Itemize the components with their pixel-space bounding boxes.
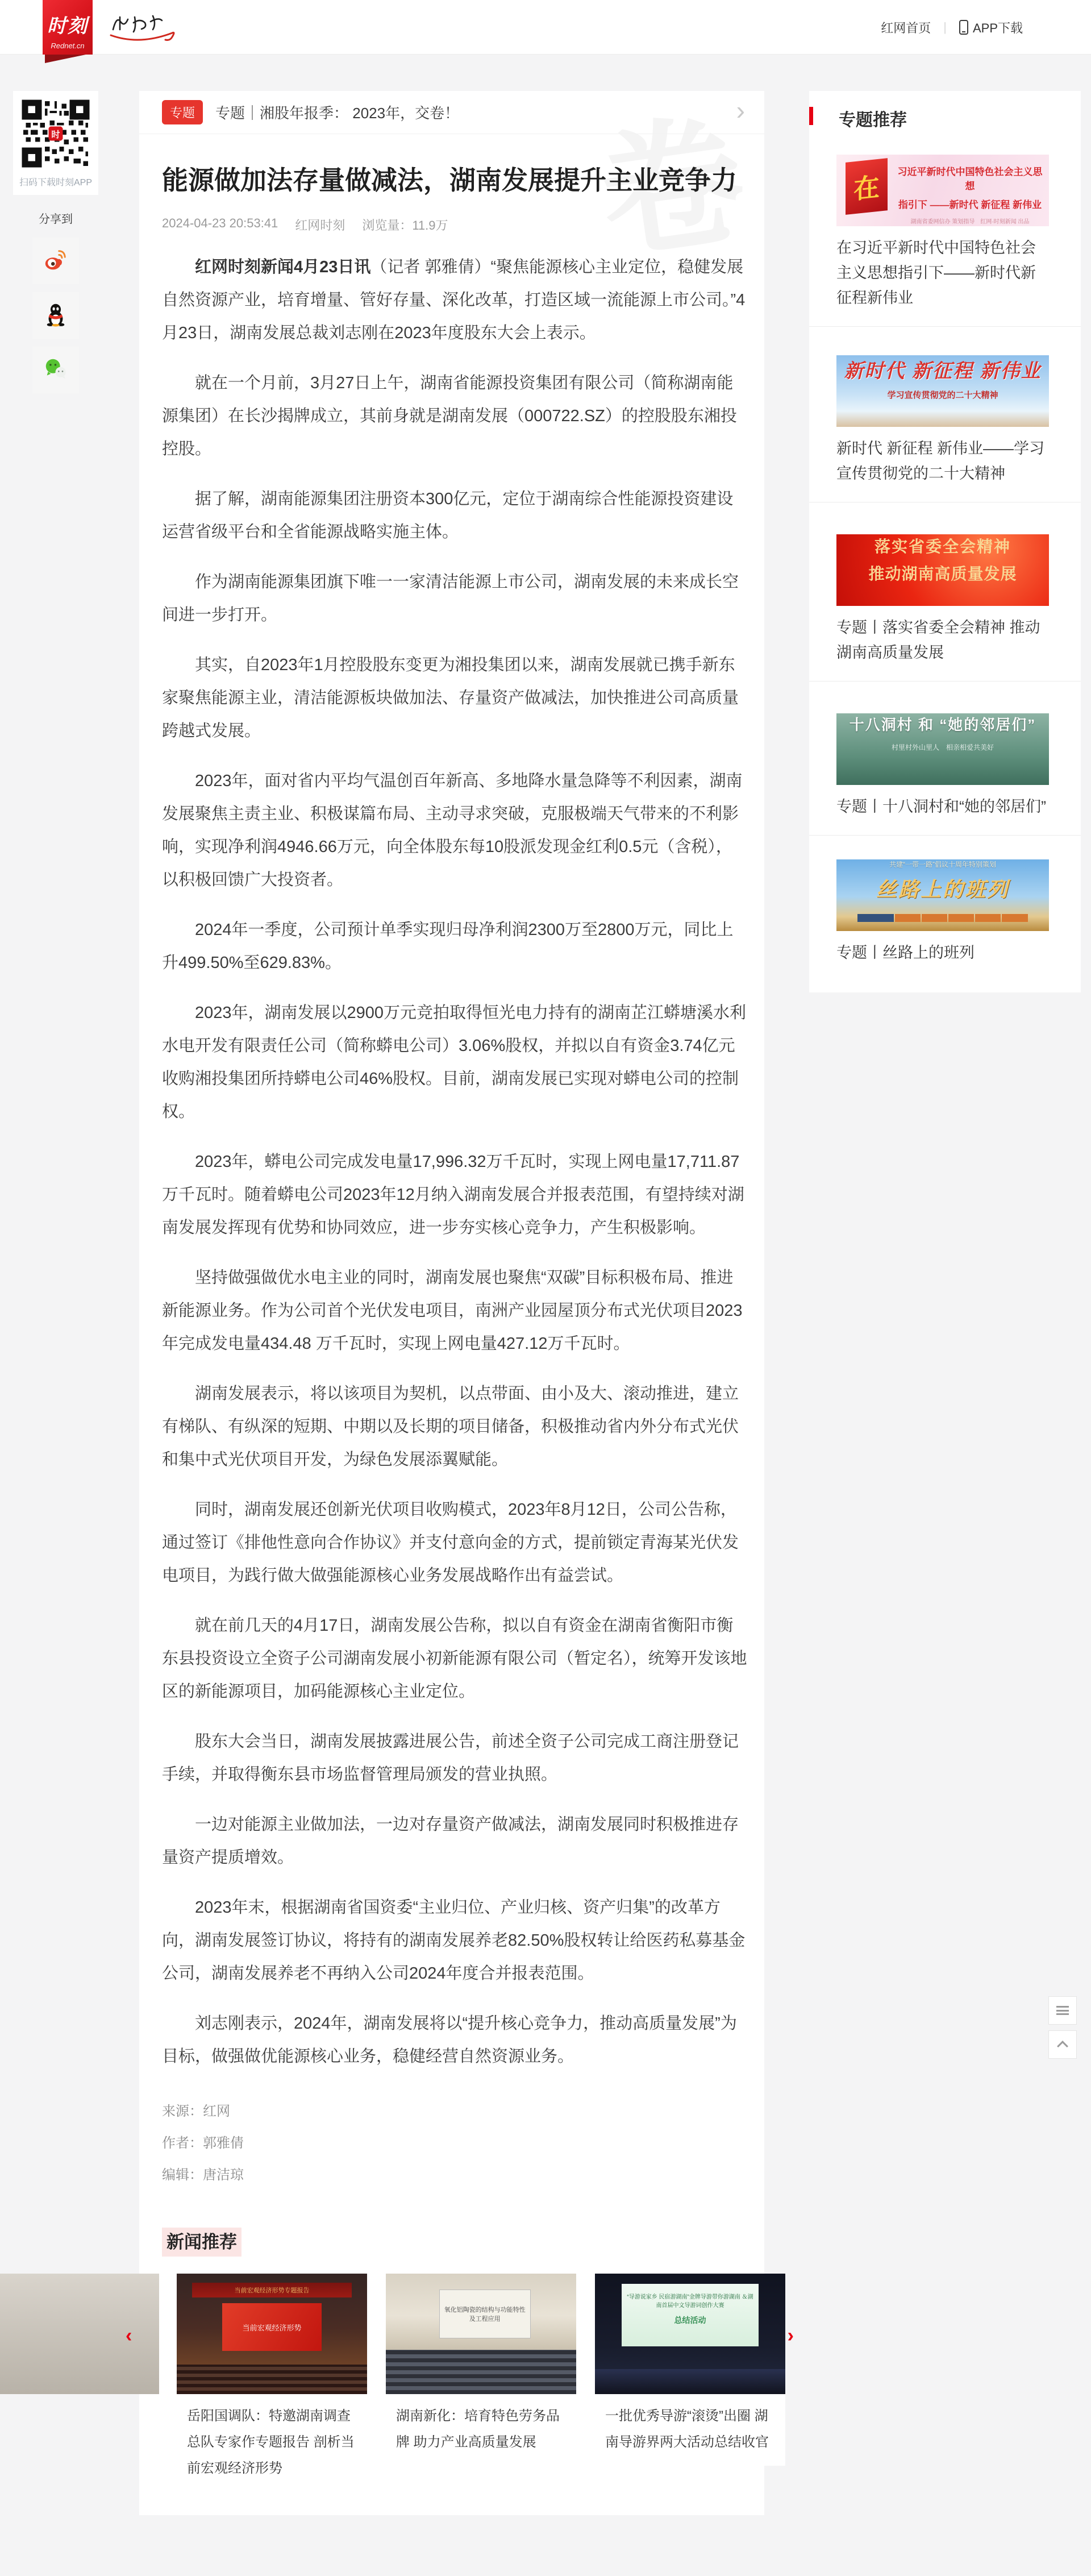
sidebar-item[interactable] [809, 502, 1081, 682]
paragraph: 2023年，蟒电公司完成发电量17,996.32万千瓦时，实现上网电量17,711.87万千瓦时。随着蟒电公司2023年12月纳入湖南发展合并报表范围，有望持续对湖南发展发挥现有优势和协同效应，进一步夯实核心竞争力，产生积极影响。 [162, 1153, 744, 1237]
sidebar-item-caption[interactable]: 新时代 新征程 新伟业——学习宣传贯彻党的二十大精神 [836, 440, 1045, 482]
paragraph: 2023年末，根据湖南省国资委“主业归位、产业归核、资产归集”的改革方向，湖南发展签订协议，将持有的湖南发展养老82.50%股权转让给医药私募基金公司，湖南发展养老不再纳入公司2024年度合并报表范围。 [162, 1898, 746, 1983]
article-title: 能源做加法存量做减法，湖南发展提升主业竞争力 [162, 165, 737, 195]
topic-strip[interactable] [139, 91, 764, 134]
news-image-studio: “导游说家乡 民宿游湖南”金牌导游带你游湖南 ＆湖南首届中文导游词创作大赛 总结活动 [595, 2274, 785, 2394]
train-graphic [857, 914, 1027, 922]
sidebar-item-caption[interactable]: 专题丨落实省委全会精神 推动湖南高质量发展 [836, 619, 1040, 661]
topic-strip-title[interactable]: 专题｜湘股年报季： 2023年，交卷！ [215, 105, 460, 122]
sidebar-item[interactable] [809, 138, 1081, 327]
sidebar-item[interactable] [809, 682, 1081, 836]
floating-list-button[interactable] [1048, 1996, 1077, 2025]
topic-banner-new-era: 新时代 新征程 新伟业 学习宣传贯彻党的二十大精神 [836, 355, 1049, 427]
news-caption[interactable]: 岳阳国调队：特邀湖南调查总队专家作专题报告 剖析当前宏观经济形势 [187, 2408, 355, 2476]
back-to-top-icon [1057, 2041, 1068, 2052]
qr-caption: 扫码下载时刻APP [19, 178, 93, 188]
paragraph: 2023年，湖南发展以2900万元竞拍取得恒光电力持有的湖南芷江蟒塘溪水利水电开发有限责任公司（简称蟒电公司）3.06%股权，并拟以自有资金3.74亿元收购湘投集团所持蟒电公司46%股权。目前，湖南发展已实现对蟒电公司的控制权。 [162, 1004, 747, 1121]
nav-divider: | [943, 20, 947, 34]
author-line: 作者：郭雅倩 [162, 2135, 244, 2151]
chevron-right-icon[interactable]: › [736, 95, 745, 125]
paragraph: 2023年，面对省内平均气温创百年新高、多地降水量急降等不利因素，湖南发展聚焦主责主业、积极谋篇布局、主动寻求突破，克服极端天气带来的不利影响，实现净利润4946.66万元，向全体股东每10股派发现金红利0.5元（含税），以积极回馈广大投资者。 [162, 772, 743, 889]
qq-icon [43, 301, 69, 330]
paragraph: 湖南发展表示，将以该项目为契机，以点带面、由小及大、滚动推进，建立有梯队、有纵深的短期、中期以及长期的项目储备，积极推动省内外分布式光伏和集中式光伏项目开发，为绿色发展添翼赋能。 [162, 1385, 739, 1469]
share-rail [13, 91, 98, 401]
paragraph: 同时，湖南发展还创新光伏项目收购模式，2023年8月12日，公司公告称，通过签订《排他性意向合作协议》并支付意向金的方式，提前锁定青海某光伏发电项目，为践行做大做强能源核心业务发展战略作出有益尝试。 [162, 1501, 739, 1585]
paragraph: 就在一个月前，3月27日上午，湖南省能源投资集团有限公司（简称湖南能源集团）在长沙揭牌成立，其前身就是湖南发展（000722.SZ）的控股股东湘投控股。 [162, 374, 737, 458]
view-count: 浏览量：11.9万 [362, 218, 448, 232]
topic-sidebar [809, 91, 1081, 992]
back-to-top-button[interactable] [1048, 2030, 1077, 2059]
paragraph: 2024年一季度，公司预计单季实现归母净利润2300万至2800万元，同比上升499.50%至629.83%。 [162, 921, 734, 972]
lead-bold: 红网时刻新闻4月23日讯 [195, 258, 371, 276]
carousel-next-button[interactable]: › [787, 2325, 794, 2346]
sidebar-item-caption[interactable]: 专题丨十八洞村和“她的邻居们” [836, 798, 1046, 815]
source-tag: 红网时刻 [295, 218, 345, 232]
news-image-auditorium: 当前宏观经济形势专题报告 当前宏观经济形势 [177, 2274, 367, 2394]
news-image-lecture: 氧化铝陶瓷的结构与功能特性及工程应用 [386, 2274, 576, 2394]
source-line: 来源：红网 [162, 2104, 230, 2119]
svg-text:时: 时 [51, 130, 60, 140]
share-qq-button[interactable] [32, 292, 79, 339]
sidebar-heading: 专题推荐 [809, 91, 1081, 138]
home-link[interactable]: 红网首页 [881, 20, 931, 35]
news-image [0, 2274, 159, 2394]
share-weibo-button[interactable] [32, 238, 79, 284]
wechat-icon [43, 356, 69, 385]
news-card[interactable] [386, 2274, 576, 2466]
flag-graphic: 在 [846, 158, 888, 215]
paragraph: 其实，自2023年1月控股股东变更为湘投集团以来，湖南发展就已携手新东家聚焦能源主业，清洁能源板块做加法、存量资产做减法，加快推进公司高质量跨越式发展。 [162, 656, 739, 740]
sidebar-item-caption[interactable]: 在习近平新时代中国特色社会主义思想指引下——新时代新征程新伟业 [836, 239, 1036, 306]
news-caption[interactable]: 一批优秀导游“滚烫”出圈 湖南导游界两大活动总结收官 [605, 2408, 769, 2450]
list-icon [1056, 2006, 1069, 2015]
paragraph: 坚持做强做优水电主业的同时，湖南发展也聚焦“双碳”目标积极布局、推进新能源业务。作为公司首个光伏发电项目，南洲产业园屋顶分布式光伏项目2023年完成发电量434.48 万千瓦时，实现上网电量427.12万千瓦时。 [162, 1269, 743, 1353]
sidebar-item[interactable] [809, 836, 1081, 981]
sidebar-item-caption[interactable]: 专题丨丝路上的班列 [836, 944, 975, 961]
news-card[interactable] [595, 2274, 785, 2466]
carousel-prev-button[interactable]: ‹ [126, 2325, 132, 2346]
topic-banner-xjp: 在 习近平新时代中国特色社会主义思想 指引下 ——新时代 新征程 新伟业 湖南省委网信办 策划指导 红网·时刻新闻 出品 [836, 155, 1049, 226]
news-carousel [126, 2274, 794, 2507]
paragraph: 股东大会当日，湖南发展披露进展公告，前述全资子公司完成工商注册登记手续，并取得衡东县市场监督管理局颁发的营业执照。 [162, 1732, 739, 1784]
share-wechat-button[interactable] [32, 347, 79, 393]
sidebar-item[interactable] [809, 327, 1081, 502]
carousel-card-partial[interactable] [0, 2274, 159, 2394]
article-footer [139, 2096, 764, 2191]
article-column [126, 91, 794, 2515]
topic-banner-silkroad: 共建“一带一路”倡议十周年特别策划 丝路上的班列 [836, 859, 1049, 931]
paragraph: 据了解，湖南能源集团注册资本300亿元，定位于湖南综合性能源投资建设运营省级平台和全省能源战略实施主体。 [162, 490, 734, 541]
paragraph: 红网时刻新闻4月23日讯（记者 郭雅倩）“聚焦能源核心主业定位，稳健发展自然资源产业，培育增量、管好存量、深化改革，打造区域一流能源上市公司。”4月23日，湖南发展总裁刘志刚在2023年度股东大会上表示。 [162, 258, 746, 342]
topic-badge[interactable]: 专题 [162, 100, 203, 124]
qr-card [13, 91, 98, 195]
news-reco-heading: 新闻推荐 [162, 2228, 742, 2253]
app-download-link[interactable]: APP下载 [959, 19, 1023, 36]
paragraph: 刘志刚表示，2024年，湖南发展将以“提升核心竞争力，推动高质量发展”为目标，做强做优能源核心业务，稳健经营自然资源业务。 [162, 2014, 737, 2066]
logo-subtext: Rednet.cn [51, 41, 85, 50]
site-header [0, 0, 1091, 55]
floating-toolbar [1048, 1996, 1077, 2064]
share-label: 分享到 [39, 213, 73, 226]
paragraph: 作为湖南能源集团旗下唯一一家清洁能源上市公司，湖南发展的未来成长空间进一步打开。 [162, 573, 739, 624]
article-meta [162, 216, 742, 234]
paragraph: 一边对能源主业做加法，一边对存量资产做减法，湖南发展同时积极推进存量资产提质增效。 [162, 1815, 739, 1867]
weibo-icon [43, 247, 69, 276]
news-card[interactable] [177, 2274, 367, 2492]
publish-time: 2024-04-23 20:53:41 [162, 216, 278, 230]
news-caption[interactable]: 湖南新化：培育特色劳务品牌 助力产业高质量发展 [396, 2408, 560, 2450]
article-body [139, 251, 764, 2073]
calligraphy-signature [105, 10, 190, 47]
logo-text: 时刻 [47, 15, 88, 37]
qr-code [21, 99, 90, 168]
topic-banner-province: 落实省委全会精神 推动湖南高质量发展 [836, 534, 1049, 606]
topic-banner-village: 十八洞村 和 “她的邻居们” 村里村外山里人 相亲相爱共美好 [836, 713, 1049, 785]
phone-icon [959, 20, 968, 35]
paragraph: 就在前几天的4月17日，湖南发展公告称，拟以自有资金在湖南省衡阳市衡东县投资设立全资子公司湖南发展小初新能源有限公司（暂定名），统筹开发该地区的新能源项目，加码能源核心主业定位。 [162, 1617, 747, 1701]
editor-line: 编辑：唐洁琼 [162, 2167, 244, 2183]
rednet-logo[interactable] [43, 0, 93, 55]
